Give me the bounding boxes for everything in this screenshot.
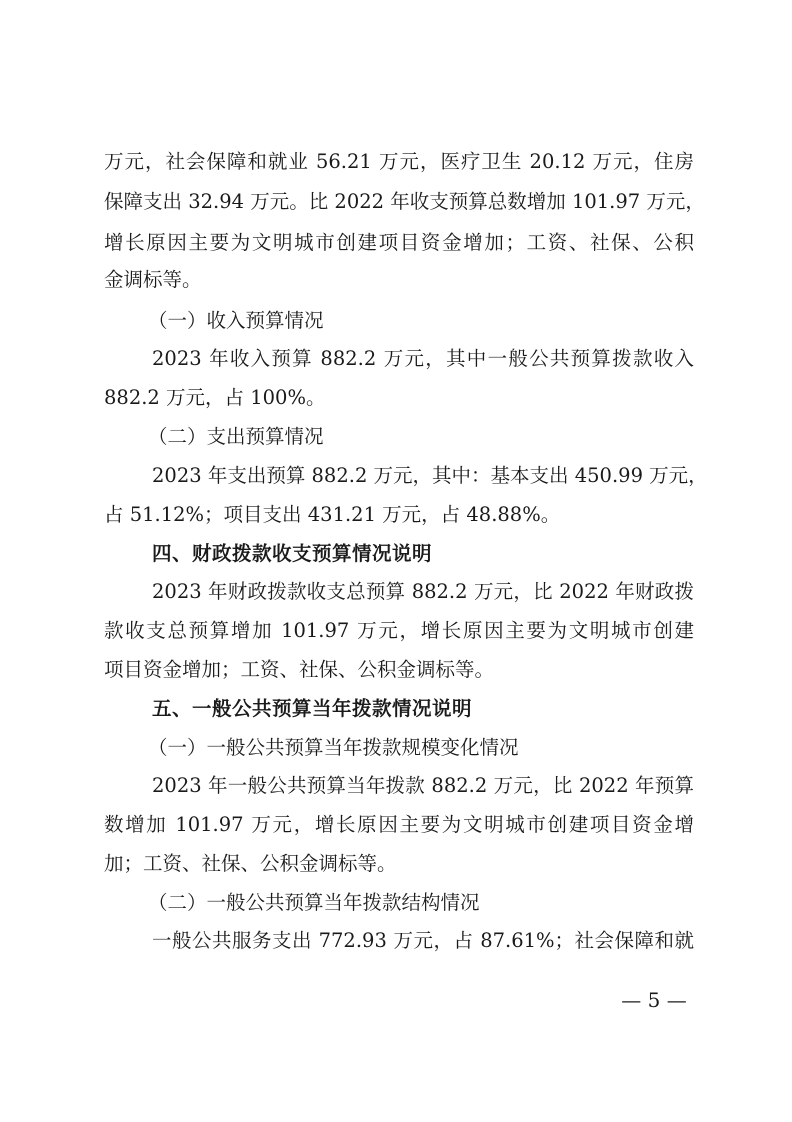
body-line: 保障支出 32.94 万元。比 2022 年收支预算总数增加 101.97 万元， <box>104 190 705 213</box>
body-line: 882.2 万元，占 100%。 <box>104 386 326 409</box>
page-number: — 5 — <box>621 988 687 1012</box>
body-line: 一般公共服务支出 772.93 万元，占 87.61%；社会保障和就 <box>152 929 694 952</box>
subheading-structure: （二）一般公共预算当年拨款结构情况 <box>148 891 480 914</box>
body-line: 数增加 101.97 万元，增长原因主要为文明城市创建项目资金增 <box>104 813 694 836</box>
body-line: 万元，社会保障和就业 56.21 万元，医疗卫生 20.12 万元，住房 <box>104 150 694 173</box>
body-line: 款收支总预算增加 101.97 万元，增长原因主要为文明城市创建 <box>104 619 694 642</box>
body-line: 项目资金增加；工资、社保、公积金调标等。 <box>104 658 495 681</box>
subheading-scale-change: （一）一般公共预算当年拨款规模变化情况 <box>148 736 519 759</box>
subheading-expense-budget: （二）支出预算情况 <box>148 425 324 448</box>
body-line: 加；工资、社保、公积金调标等。 <box>104 852 397 875</box>
body-line: 增长原因主要为文明城市创建项目资金增加；工资、社保、公积 <box>104 231 694 254</box>
section-heading-4: 四、财政拨款收支预算情况说明 <box>152 542 433 565</box>
body-line: 2023 年财政拨款收支总预算 882.2 万元，比 2022 年财政拨 <box>152 580 694 603</box>
subheading-income-budget: （一）收入预算情况 <box>148 309 324 332</box>
body-line: 占 51.12%；项目支出 431.21 万元，占 48.88%。 <box>104 503 561 526</box>
body-line: 2023 年收入预算 882.2 万元，其中一般公共预算拨款收入 <box>152 347 694 370</box>
section-heading-5: 五、一般公共预算当年拨款情况说明 <box>152 697 473 720</box>
body-line: 2023 年支出预算 882.2 万元，其中：基本支出 450.99 万元， <box>152 464 708 487</box>
body-line: 金调标等。 <box>104 268 202 291</box>
body-line: 2023 年一般公共预算当年拨款 882.2 万元，比 2022 年预算 <box>152 774 694 797</box>
